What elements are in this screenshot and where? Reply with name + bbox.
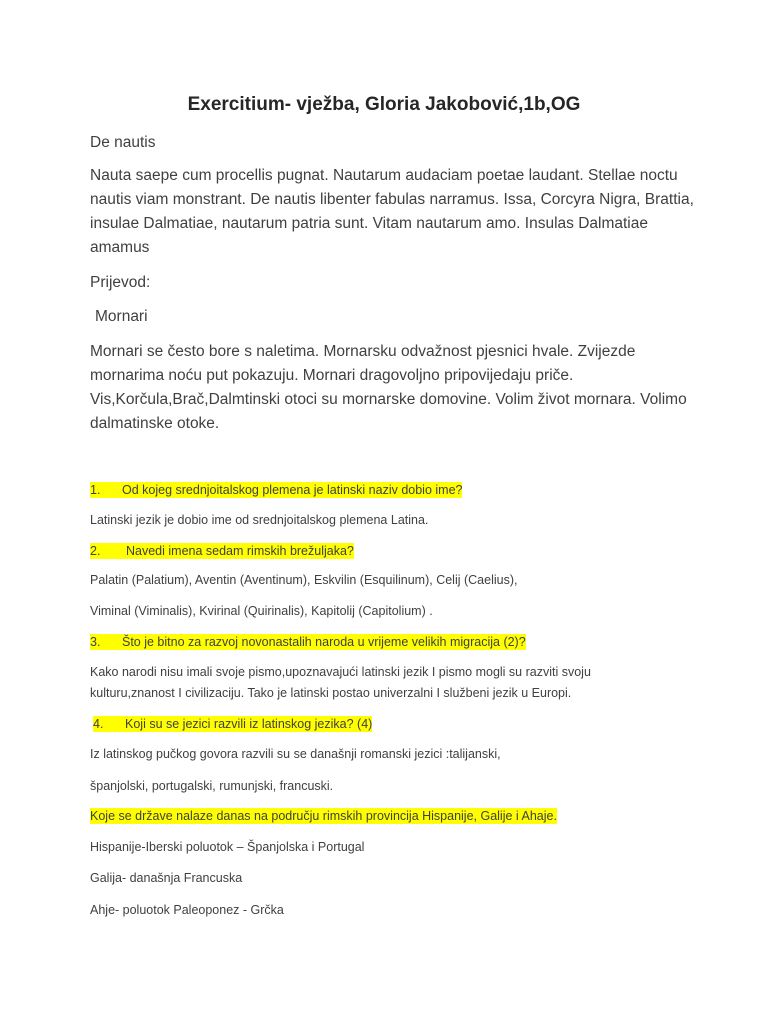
answer-2-line-1: Palatin (Palatium), Aventin (Aventinum), Eskvilin (Esquilinum), Celij (Caelius), xyxy=(90,573,518,587)
question-4-text: Koji su se jezici razvili iz latinskog jezika? (4) xyxy=(125,717,373,731)
question-2-number: 2. xyxy=(90,544,101,558)
question-3-text: Što je bitno za razvoj novonastalih naroda u vrijeme velikih migracija (2)? xyxy=(122,635,526,649)
answer-3-line-2: kulturu,znanost I civilizaciju. Tako je latinski postao univerzalni I službeni jezik u Europi. xyxy=(90,686,572,700)
question-4-number: 4. xyxy=(93,717,104,731)
question-5 xyxy=(90,807,557,825)
question-1-text: Od kojeg srednjoitalskog plemena je latinski naziv dobio ime? xyxy=(122,483,463,497)
question-1 xyxy=(90,481,462,499)
answer-4-line-1: Iz latinskog pučkog govora razvili su se današnji romanski jezici :talijanski, xyxy=(90,747,501,761)
question-1-number: 1. xyxy=(90,483,101,497)
translation-label: Prijevod: xyxy=(90,274,151,291)
latin-text: Nauta saepe cum procellis pugnat. Nautarum audaciam poetae laudant. Stellae noctu nautis viam monstrant. De nautis libenter fabulas narramus. Issa, Corcyra Nigra, Brattia, insulae Dalmatiae, nautarum patria sunt. Vitam nautarum amo. Insulas Dalmatiae amamus xyxy=(90,167,694,256)
answer-5-line-1: Hispanije-Iberski poluotok – Španjolska i Portugal xyxy=(90,840,365,854)
translation-heading: Mornari xyxy=(95,308,148,325)
answer-1-line-1: Latinski jezik je dobio ime od srednjoitalskog plemena Latina. xyxy=(90,513,429,527)
document-title: Exercitium- vježba, Gloria Jakobović,1b,OG xyxy=(187,94,581,115)
answer-5-line-2: Galija- današnja Francuska xyxy=(90,871,243,885)
question-5-text: Koje se države nalaze danas na području rimskih provincija Hispanije, Galije i Ahaje. xyxy=(90,809,557,823)
answer-3-line-1: Kako narodi nisu imali svoje pismo,upoznavajući latinski jezik I pismo mogli su razviti svoju xyxy=(90,665,591,679)
answer-4-line-2: španjolski, portugalski, rumunjski, francuski. xyxy=(90,779,334,793)
question-4 xyxy=(93,715,372,733)
question-3 xyxy=(90,633,526,651)
latin-heading: De nautis xyxy=(90,134,156,151)
question-2-text: Navedi imena sedam rimskih brežuljaka? xyxy=(126,544,354,558)
question-2 xyxy=(90,542,354,560)
answer-5-line-3: Ahje- poluotok Paleoponez - Grčka xyxy=(90,903,284,917)
answer-2-line-2: Viminal (Viminalis), Kvirinal (Quirinalis), Kapitolij (Capitolium) . xyxy=(90,604,433,618)
translation-text: Mornari se često bore s naletima. Mornarsku odvažnost pjesnici hvale. Zvijezde mornarima noću put pokazuju. Mornari dragovoljno pripovijedaju priče. Vis,Korčula,Brač,Dalmtinski otoci su mornarske domovine. Volim život mornara. Volimo dalmatinske otoke. xyxy=(90,343,687,432)
question-3-number: 3. xyxy=(90,635,101,649)
